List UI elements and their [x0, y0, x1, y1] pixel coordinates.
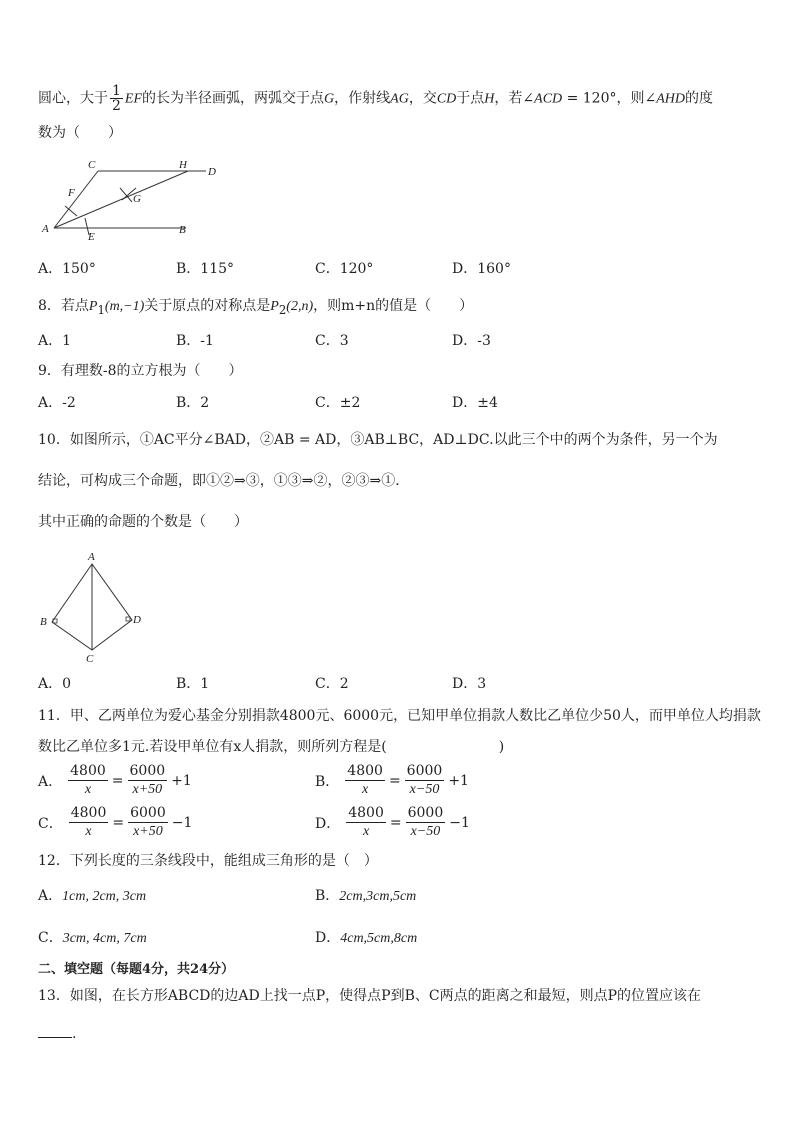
q10-figure [36, 546, 152, 666]
q7-figure [38, 154, 228, 244]
label-g: G [133, 193, 141, 205]
arc-mark-g1 [120, 188, 132, 202]
q11-option-c[interactable]: C． $\frac{4800}{x}$ = $\frac{6000}{x+50}$ −1 [38, 805, 193, 839]
q10-option-a[interactable]: A．0 [38, 676, 72, 692]
q9-option-d[interactable]: D．±4 [452, 395, 498, 411]
label-a: A [42, 223, 49, 235]
q10-option-c[interactable]: C．2 [315, 676, 349, 692]
label-c: C [88, 159, 96, 171]
q10-line1: 10．如图所示，①AC平分∠BAD，②AB = AD，③AB⊥BC，AD⊥DC.以此三个中的两个为条件，另一个为 [38, 432, 718, 448]
q11-option-d[interactable]: D． $\frac{4800}{x}$ = $\frac{6000}{x-50}$ −1 [315, 805, 470, 839]
q8-option-b[interactable]: B．-1 [176, 333, 214, 349]
q10-option-d[interactable]: D．3 [452, 676, 487, 692]
label-f: F [68, 187, 75, 199]
q10-line2: 结论，可构成三个命题，即①②⇒③，①③⇒②，②③⇒①． [38, 473, 410, 489]
q11-line1: 11．甲、乙两单位为爱心基金分别捐款4800元、6000元，已知甲单位捐款人数比乙单位少50人，而甲单位人均捐款 [38, 708, 761, 724]
q7-text: 圆心，大于 [38, 90, 108, 107]
q8-option-d[interactable]: D．-3 [452, 333, 491, 349]
q13-line2: . [38, 1024, 76, 1044]
q9-option-b[interactable]: B．2 [176, 395, 210, 411]
q13-line1: 13．如图，在长方形ABCD的边AD上找一点P，使得点P到B、C两点的距离之和最短，则点P的位置应该在 [38, 988, 702, 1004]
q11-option-a[interactable]: A． $\frac{4800}{x}$ = $\frac{6000}{x+50}$ +1 [38, 763, 192, 797]
label-d: D [133, 614, 141, 626]
q7-option-a[interactable]: A．150° [38, 261, 96, 277]
q12-option-a[interactable]: A．1cm, 2cm, 3cm [38, 888, 147, 904]
q9-stem: 9．有理数-8的立方根为（ ） [38, 363, 243, 379]
q12-option-b[interactable]: B．2cm,3cm,5cm [315, 888, 417, 904]
q12-stem: 12．下列长度的三条线段中，能组成三角形的是（ ） [38, 853, 378, 869]
label-c: C [86, 653, 94, 665]
q7-option-d[interactable]: D．160° [452, 261, 511, 277]
label-b: B [179, 224, 186, 236]
segment-ac [54, 171, 98, 228]
label-d: D [208, 166, 216, 178]
label-a: A [88, 551, 95, 563]
ray-ag [54, 171, 188, 228]
q8-stem: 8．若点$P_1(m,-1)$关于原点的对称点是$P_2(2,n)$，则m+n的值是（ ） [38, 298, 474, 317]
q11-option-b[interactable]: B． $\frac{4800}{x}$ = $\frac{6000}{x-50}$ +1 [315, 763, 469, 797]
right-angle-d [126, 617, 130, 621]
q7-fraction: $\frac{1}{2}$ [112, 83, 121, 114]
q11-line2: 数比乙单位多1元.若设甲单位有x人捐款，则所列方程是( ) [38, 739, 505, 755]
section2-heading: 二、填空题（每题4分，共24分） [38, 962, 235, 977]
q7-option-b[interactable]: B．115° [176, 261, 235, 277]
q7-option-c[interactable]: C．120° [315, 261, 374, 277]
q8-option-a[interactable]: A．1 [38, 333, 72, 349]
q10-option-b[interactable]: B．1 [176, 676, 210, 692]
q10-line3: 其中正确的命题的个数是（ ） [38, 514, 248, 530]
label-e: E [88, 231, 95, 243]
q8-option-c[interactable]: C．3 [315, 333, 349, 349]
q13-answer-blank[interactable] [38, 1027, 72, 1038]
q12-option-d[interactable]: D．4cm,5cm,8cm [315, 930, 418, 946]
label-h: H [179, 159, 187, 171]
q12-option-c[interactable]: C．3cm, 4cm, 7cm [38, 930, 147, 946]
q7-line2: 数为（ ） [38, 125, 122, 141]
q9-option-c[interactable]: C．±2 [315, 395, 361, 411]
q7-line1: 圆心，大于 $\frac{1}{2}$ EF的长为半径画弧，两弧交于点G，作射线AG，交CD于点H，若∠ACD = 120°，则∠AHD的度 [38, 83, 714, 114]
label-b: B [40, 616, 47, 628]
q9-option-a[interactable]: A．-2 [38, 395, 76, 411]
